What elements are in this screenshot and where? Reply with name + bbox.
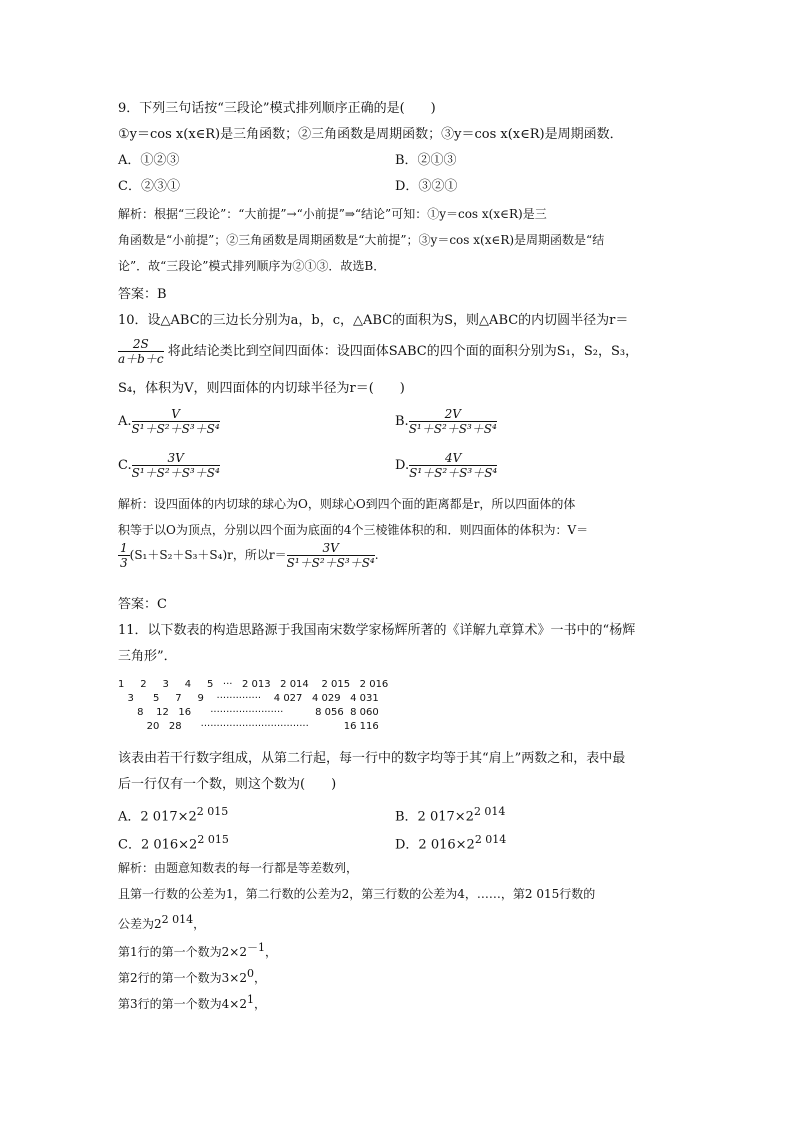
q9-solution-line-3: 论”．故“三段论”模式排列顺序为②①③．故选B． bbox=[118, 259, 386, 273]
q11-option-b: B．2 $017\times 2^{2 014}$ bbox=[395, 805, 506, 825]
q11-solution-line-3: 公差为$2^{2 014}$， bbox=[118, 913, 206, 931]
number-table-row-1: 1 2 3 4 5 ··· 2 013 2 014 2 015 2 016 bbox=[118, 679, 389, 690]
q10-stem-line-3: S₄，体积为V，则四面体的内切球半径为r＝( ) bbox=[118, 381, 405, 396]
q10-option-d: D. $\frac{4V}{\text{S¹＋S²＋S³＋S⁴}}$ bbox=[395, 451, 498, 480]
q11-stem-line-1: 11．以下数表的构造思路源于我国南宋数学家杨辉所著的《详解九章算术》一书中的“杨辉 bbox=[118, 623, 636, 638]
q11-solution-line-2: 且第一行数的公差为1，第二行数的公差为2，第三行数的公差为4，……，第2 015行数的 bbox=[118, 887, 596, 901]
q11-solution-line-4: 第1行的第一个数为$2\times 2^{-1}$， bbox=[118, 941, 277, 959]
q9-option-c: C．②③① bbox=[118, 179, 180, 194]
number-table-row-3: 8 12 16 ······················· 8 056 8 060 bbox=[118, 707, 379, 718]
q9-statements: ①y＝cos x(x∈R)是三角函数；②三角函数是周期函数；③y＝cos x(x∈R)是周期函数． bbox=[118, 127, 623, 142]
q9-solution-line-1: 解析：根据“三段论”：“大前提”→“小前提”⇒“结论”可知：①y＝cos x(x∈R)是三 bbox=[118, 207, 547, 221]
q10-solution-line-3: $\frac{1}{3}$ (S₁＋S₂＋S₃＋S₄)r，所以r＝ $\frac{3V}{\text{S¹＋S²＋S³＋S⁴}}$ . bbox=[120, 541, 379, 570]
q11-option-d: D．2 $016\times 2^{2 014}$ bbox=[395, 833, 507, 853]
q10-solution-line-1: 解析：设四面体的内切球的球心为O，则球心O到四个面的距离都是r，所以四面体的体 bbox=[118, 497, 576, 511]
q11-solution-line-1: 解析：由题意知数表的每一行都是等差数列， bbox=[118, 861, 359, 875]
q9-stem: 9．下列三句话按“三段论”模式排列顺序正确的是( ) bbox=[118, 101, 436, 116]
number-table-row-4: 20 28 ·································· 16 116 bbox=[118, 721, 379, 732]
q9-answer: 答案：B bbox=[118, 287, 167, 302]
inradius-fraction: $\frac{2S}{a+b+c}$ bbox=[118, 337, 164, 366]
number-table-row-2: 3 5 7 9 ·············· 4 027 4 029 4 031 bbox=[118, 693, 379, 704]
q10-option-b: B. $\frac{2V}{\text{S¹＋S²＋S³＋S⁴}}$ bbox=[395, 407, 497, 436]
q9-option-a: A．①②③ bbox=[118, 153, 180, 168]
q9-option-b: B．②①③ bbox=[395, 153, 457, 168]
q11-description-line-2: 后一行仅有一个数，则这个数为( ) bbox=[118, 777, 337, 792]
q10-option-a: A. $\frac{V}{\text{S¹＋S²＋S³＋S⁴}}$ bbox=[118, 407, 220, 436]
q10-solution-line-2: 积等于以O为顶点，分别以四个面为底面的4个三棱锥体积的和．则四面体的体积为：V＝ bbox=[118, 523, 589, 537]
q11-stem-line-2: 三角形”． bbox=[118, 649, 177, 664]
q9-option-d: D．③②① bbox=[395, 179, 458, 194]
q10-option-c: C. $\frac{3V}{\text{S¹＋S²＋S³＋S⁴}}$ bbox=[118, 451, 220, 480]
q10-answer: 答案：C bbox=[118, 597, 167, 612]
q10-stem-line-1: 10．设△ABC的三边长分别为a，b，c，△ABC的面积为S，则△ABC的内切圆半径为r＝ bbox=[118, 313, 629, 328]
q9-solution-line-2: 角函数是“小前提”；②三角函数是周期函数是“大前提”；③y＝cos x(x∈R)是周期函数是“结 bbox=[118, 233, 605, 247]
q11-option-a: A．2 $017\times 2^{2 015}$ bbox=[118, 805, 229, 825]
q10-stem-line-2: $\frac{2S}{a+b+c}$ 将此结论类比到空间四面体：设四面体SABC的四个面的面积分别为S₁，S₂，S₃， bbox=[118, 337, 639, 366]
q11-description-line-1: 该表由若干行数字组成，从第二行起，每一行中的数字均等于其“肩上”两数之和，表中最 bbox=[118, 751, 626, 766]
q11-solution-line-6: 第3行的第一个数为$4\times 2^1$， bbox=[118, 993, 266, 1011]
q11-option-c: C．2 $016\times 2^{2 015}$ bbox=[118, 833, 229, 853]
q11-solution-line-5: 第2行的第一个数为$3\times 2^0$， bbox=[118, 967, 266, 985]
